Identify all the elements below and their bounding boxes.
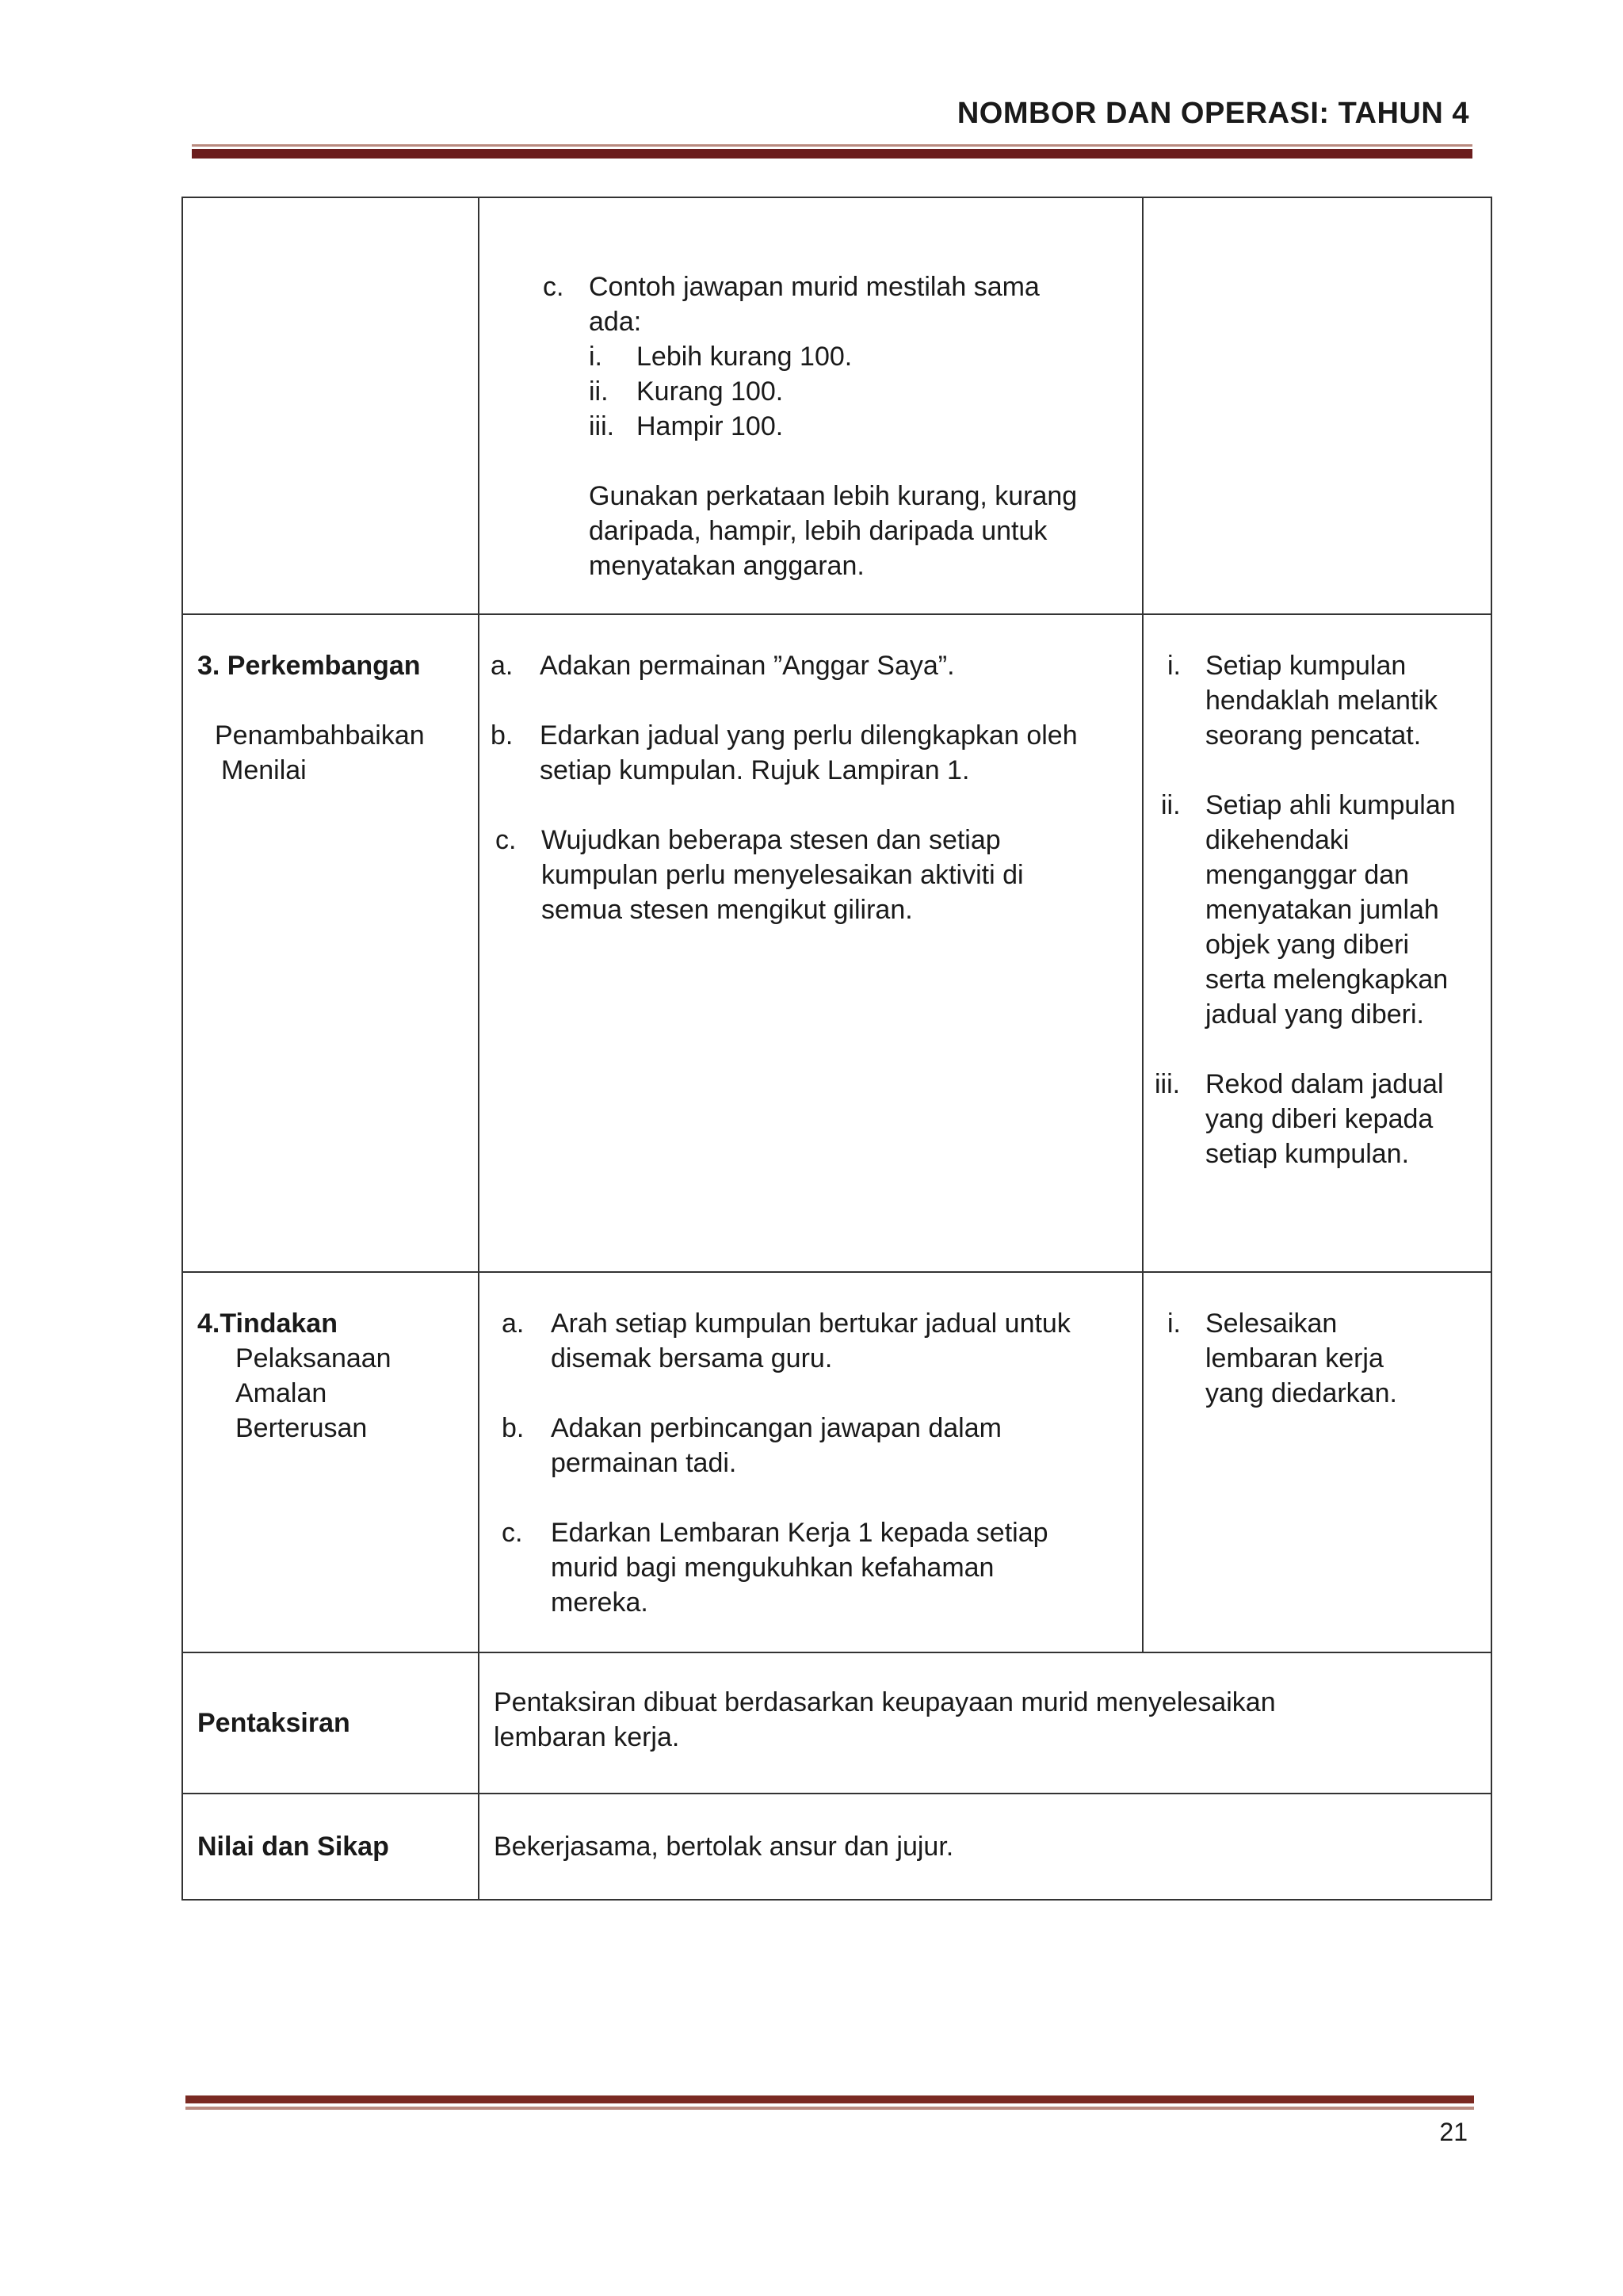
assessment-label-cell [182, 1652, 479, 1794]
stage-sub: Berterusan [235, 1413, 368, 1443]
page-number: 21 [1439, 2118, 1468, 2146]
stage-sub: Menilai [221, 755, 307, 785]
assessment-text: Pentaksiran dibuat berdasarkan keupayaan murid menyelesaikan lembaran kerja. [494, 1687, 1276, 1752]
list-text: Setiap ahli kumpulan dikehendaki menganggar dan menyatakan jumlah objek yang diberi serta melengkapkan jadual yang diberi. [1205, 790, 1456, 1030]
list-item [491, 648, 1137, 683]
table-row [182, 1794, 1491, 1900]
list-marker: iii. [1155, 1069, 1181, 1099]
list-marker: a. [502, 1308, 525, 1339]
list-item [502, 1411, 1137, 1480]
list-item [502, 1515, 1137, 1620]
list-marker: b. [502, 1413, 525, 1443]
list-marker: c. [502, 1518, 523, 1548]
values-text-cell [479, 1794, 1491, 1900]
list-item [502, 1306, 1137, 1376]
page-header-title: NOMBOR DAN OPERASI: TAHUN 4 [957, 97, 1469, 130]
list-item [543, 269, 1134, 339]
list-marker: c. [543, 272, 564, 302]
header-rule [192, 144, 1472, 159]
note-cell [1143, 197, 1491, 614]
list-marker: i. [1167, 651, 1181, 681]
values-text: Bekerjasama, bertolak ansur dan jujur. [494, 1832, 954, 1862]
list-item [491, 823, 1137, 927]
list-marker: i. [589, 342, 602, 372]
table-row [182, 197, 1491, 614]
assessment-text-cell [479, 1652, 1491, 1794]
list-marker: iii. [589, 411, 615, 441]
list-item [589, 374, 1134, 409]
list-text: Arah setiap kumpulan bertukar jadual untuk disemak bersama guru. [551, 1308, 1071, 1373]
footer-rule [185, 2095, 1474, 2110]
list-item [1155, 1067, 1486, 1171]
list-marker: c. [495, 825, 517, 855]
list-marker: i. [1167, 1308, 1181, 1339]
list-item [491, 718, 1137, 788]
list-marker: b. [491, 720, 514, 751]
stage-title: 4.Tindakan [197, 1308, 338, 1339]
stage-sub: Amalan [235, 1378, 327, 1408]
list-text: Rekod dalam jadual yang diberi kepada setiap kumpulan. [1205, 1069, 1444, 1169]
list-text: Lebih kurang 100. [636, 342, 853, 372]
assessment-label: Pentaksiran [197, 1708, 350, 1738]
list-text: Kurang 100. [636, 376, 784, 407]
stage-cell [182, 1272, 479, 1652]
activity-cell [479, 1272, 1143, 1652]
table-row [182, 1652, 1491, 1794]
list-text: Edarkan Lembaran Kerja 1 kepada setiap murid bagi mengukuhkan kefahaman mereka. [551, 1518, 1048, 1618]
list-item [1155, 1306, 1486, 1411]
table-row [182, 1272, 1491, 1652]
list-marker: ii. [1161, 790, 1181, 820]
note-text: Gunakan perkataan lebih kurang, kurang daripada, hampir, lebih daripada untuk menyatakan anggaran. [589, 481, 1078, 581]
values-label-cell [182, 1794, 479, 1900]
list-item [589, 409, 1134, 444]
list-item [589, 339, 1134, 374]
activity-cell [479, 197, 1143, 614]
stage-sub: Penambahbaikan [215, 720, 425, 751]
stage-cell [182, 197, 479, 614]
list-text: Edarkan jadual yang perlu dilengkapkan oleh setiap kumpulan. Rujuk Lampiran 1. [540, 720, 1078, 785]
activity-cell [479, 614, 1143, 1272]
list-text: Adakan permainan ”Anggar Saya”. [540, 651, 955, 681]
list-text: Contoh jawapan murid mestilah sama ada: [589, 272, 1040, 337]
lesson-plan-table [181, 197, 1492, 1901]
note-cell [1143, 614, 1491, 1272]
list-item [1155, 788, 1486, 1032]
list-marker: ii. [589, 376, 609, 407]
stage-cell [182, 614, 479, 1272]
list-text: Hampir 100. [636, 411, 784, 441]
stage-sub: Pelaksanaan [235, 1343, 391, 1373]
table-row [182, 614, 1491, 1272]
list-text: Setiap kumpulan hendaklah melantik seorang pencatat. [1205, 651, 1438, 751]
values-label: Nilai dan Sikap [197, 1832, 389, 1862]
note-cell [1143, 1272, 1491, 1652]
list-text: Wujudkan beberapa stesen dan setiap kumpulan perlu menyelesaikan aktiviti di semua stesen mengikut giliran. [541, 825, 1024, 925]
stage-title: 3. Perkembangan [197, 651, 421, 681]
list-item [1155, 648, 1486, 753]
list-marker: a. [491, 651, 514, 681]
list-text: Selesaikan lembaran kerja yang diedarkan. [1205, 1308, 1397, 1408]
list-text: Adakan perbincangan jawapan dalam permainan tadi. [551, 1413, 1002, 1478]
